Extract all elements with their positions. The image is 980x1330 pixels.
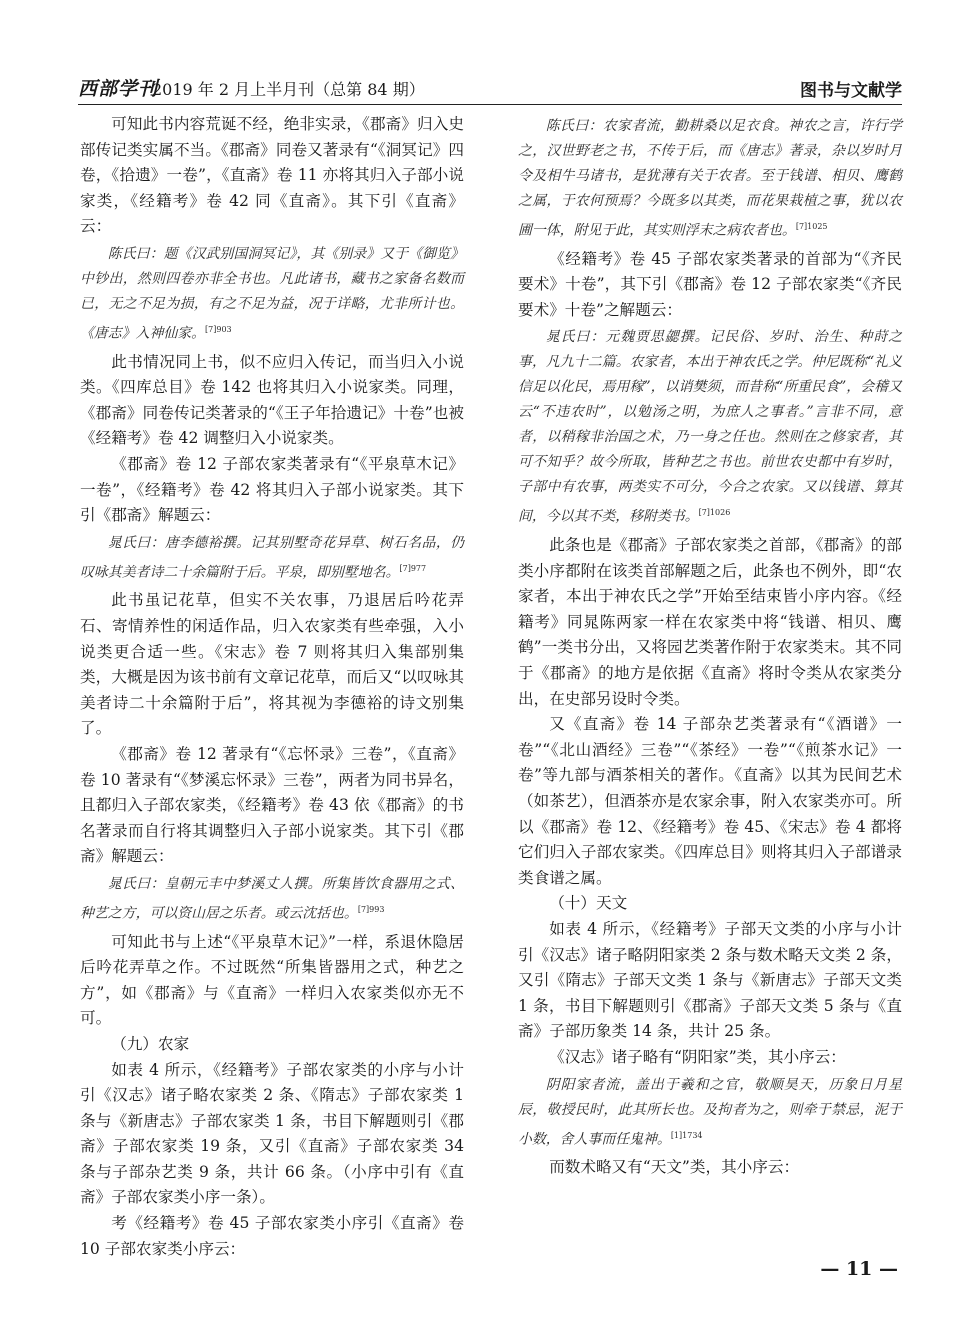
quotation-text: 陈氏曰：题《汉武别国洞冥记》，其《别录》又于《御览》中钞出，然则四卷亦非全书也。凡此诸书，藏书之家备名数而已，无之不足为损，有之不足为益，况于详略，尤非所计也。《唐志》入神仙家。 bbox=[80, 245, 464, 342]
journal-logo: 西部学刊 bbox=[78, 78, 159, 100]
page-header bbox=[78, 72, 902, 102]
header-rule bbox=[78, 104, 902, 105]
right-column bbox=[518, 112, 902, 1181]
section-name: 图书与文献学 bbox=[800, 81, 902, 101]
quotation-text: 晁氏曰：皇朝元丰中梦溪丈人撰。所集皆饮食器用之式、种艺之方，可以资山居之乐者。或云沈括也。 bbox=[80, 875, 464, 922]
paragraph-text: 可知此书与上述“《平泉草木记》”一样，系退休隐居后吟花弄草之作。不过既然“所集皆器用之式，种艺之方”，如《郡斋》与《直斋》一样归入农家类似亦无不可。 bbox=[80, 932, 464, 1028]
paragraph bbox=[518, 712, 902, 891]
citation-ref: [1]1734 bbox=[670, 1130, 703, 1140]
left-column bbox=[80, 112, 464, 1262]
paragraph-text: 如表 4 所示，《经籍考》子部农家类的小序与小计引《汉志》诸子略农家类 2 条、《隋志》子部农家类 1 条与《新唐志》子部农家类 1 条，书目下解题则引《郡斋》子部农家类 19 条，又引《直斋》子部农家类 34 条与子部杂艺类 9 条，共计 66 条。（小序中引有《直斋》子部农家类小序一条）。 bbox=[80, 1060, 464, 1207]
paragraph bbox=[80, 588, 464, 742]
paragraph-text: 又《直斋》卷 14 子部杂艺类著录有“《酒谱》一卷”“《北山酒经》三卷”“《茶经》一卷”“《煎茶水记》一卷”等九部与酒茶相关的著作。《直斋》以其为民间艺术（如茶艺），但酒茶亦是农家余事，附入农家类亦可。所以《郡斋》卷 12、《经籍考》卷 45、《宋志》卷 4 都将它们归入子部农家类。《四库总目》则将其归入子部谱录类食谱之属。 bbox=[518, 715, 902, 887]
quotation bbox=[80, 242, 464, 347]
paragraph-text: 《汉志》诸子略有“阴阳家”类，其小序云： bbox=[549, 1047, 846, 1066]
quotation-text: 阴阳家者流，盖出于羲和之官，敬顺昊天，历象日月星辰，敬授民时，此其所长也。及拘者为之，则牵于禁忌，泥于小数，舍人事而任鬼神。 bbox=[518, 1076, 902, 1148]
paragraph-text: 此条也是《郡斋》子部农家类之首部，《郡斋》的部类小序都附在该类首部解题之后，此条也不例外，即“农家者，本出于神农氏之学”开始至结束皆小序内容。《经籍考》同晁陈两家一样在农家类中将“钱谱、相贝、鹰鹤”一类书分出，又将园艺类著作附于农家类末。其不同于《郡斋》的地方是依据《直斋》将时令类从农家类分出，在史部另设时令类。 bbox=[518, 536, 902, 708]
paragraph bbox=[80, 742, 464, 870]
issue-info: 2019 年 2 月上半月刊（总第 84 期） bbox=[152, 80, 425, 99]
paragraph bbox=[518, 917, 902, 1045]
paragraph bbox=[80, 452, 464, 529]
section-heading bbox=[518, 891, 902, 917]
paragraph bbox=[518, 247, 902, 324]
section-heading-text: （十）天文 bbox=[549, 894, 628, 913]
paragraph bbox=[518, 533, 902, 712]
paragraph bbox=[80, 350, 464, 452]
paragraph-text: 如表 4 所示，《经籍考》子部天文类的小序与小计引《汉志》诸子略阴阳家类 2 条与数术略天文类 2 条，又引《隋志》子部天文类 1 条与《新唐志》子部天文类 1 条，书目下解题则引《郡斋》子部天文类 5 条与《直斋》子部历象类 14 条，共计 25 条。 bbox=[518, 919, 902, 1041]
quotation-text: 晁氏曰：唐李德裕撰。记其别墅奇花异草、树石名品，仍叹咏其美者诗二十余篇附于后。平泉，即别墅地名。 bbox=[80, 534, 464, 581]
section-heading bbox=[80, 1032, 464, 1058]
citation-ref: [7]903 bbox=[205, 324, 232, 334]
paragraph-text: 考《经籍考》卷 45 子部农家类小序引《直斋》卷 10 子部农家类小序云： bbox=[80, 1214, 464, 1258]
paragraph bbox=[518, 1045, 902, 1071]
paragraph-text: 而数术略又有“天文”类，其小序云： bbox=[549, 1158, 800, 1177]
quotation bbox=[518, 325, 902, 530]
quotation bbox=[518, 1073, 902, 1153]
paragraph-text: 可知此书内容荒诞不经，绝非实录，《郡斋》归入史部传记类实属不当。《郡斋》同卷又著录有“《洞冥记》四卷，《拾遗》一卷”，《直斋》卷 11 亦将其归入子部小说家类，《经籍考》卷 42 同《直斋》。其下引《直斋》云： bbox=[80, 115, 464, 236]
paragraph bbox=[80, 930, 464, 1032]
citation-ref: [7]1026 bbox=[698, 508, 731, 518]
paragraph bbox=[80, 112, 464, 240]
paragraph bbox=[518, 1155, 902, 1181]
paragraph-text: 《经籍考》卷 45 子部农家类著录的首部为“《齐民要术》十卷”，其下引《郡斋》卷 12 子部农家类“《齐民要术》十卷”之解题云： bbox=[518, 249, 902, 319]
quotation bbox=[80, 531, 464, 586]
quotation-text: 晁氏曰：元魏贾思勰撰。记民俗、岁时、治生、种莳之事，凡九十二篇。农家者，本出于神农氏之学。仲尼既称“礼义信足以化民，焉用稼”，以诮樊须，而昔称“所重民食”，会稽又云“不违农时”，以勉汤之明，为庶人之事者。”言非不同，意者，以稍稼非治国之术，乃一身之任也。然则在之修家者，其可不知乎？故今所取，皆种艺之书也。前世农史都中有岁时，子部中有农事，两类实不可分，今合之农家。又以钱谱、算其间，今以其不类，移附类书。 bbox=[518, 329, 902, 526]
quotation bbox=[518, 114, 902, 244]
paragraph-text: 《郡斋》卷 12 子部农家类著录有“《平泉草木记》一卷”，《经籍考》卷 42 将其归入子部小说家类。其下引《郡斋》解题云： bbox=[80, 454, 464, 525]
quotation bbox=[80, 872, 464, 927]
paragraph-text: 此书虽记花草，但实不关农事，乃退居后吟花弄石、寄情养性的闲适作品，归入农家类有些牵强，入小说类更合适一些。《宋志》卷 7 则将其归入集部别集类，大概是因为该书前有文章记花草，而后又“以叹咏其美者诗二十余篇附于后”，将其视为李德裕的诗文别集了。 bbox=[80, 591, 464, 738]
citation-ref: [7]977 bbox=[399, 563, 427, 573]
page-number: — 11 — bbox=[820, 1258, 898, 1280]
citation-ref: [7]1025 bbox=[795, 222, 828, 231]
paragraph bbox=[80, 1058, 464, 1212]
paragraph-text: 此书情况同上书，似不应归入传记，而当归入小说类。《四库总目》卷 142 也将其归入小说家类。同理，《郡斋》同卷传记类著录的“《王子年拾遗记》十卷”也被《经籍考》卷 42 调整归入小说家类。 bbox=[80, 352, 464, 448]
paragraph bbox=[80, 1211, 464, 1262]
quotation-text: 陈氏曰：农家者流，勤耕桑以足衣食。神农之言，许行学之，汉世野老之书，不传于后，而《唐志》著录，杂以岁时月令及相牛马诸书，是犹薄有关于农者。至于钱谱、相贝、鹰鹤之属，于农何预焉？今既多以其类，而花果栽植之事，犹以农圃一体，附见于此，其实则浮末之病农者也。 bbox=[518, 118, 902, 239]
citation-ref: [7]993 bbox=[357, 904, 385, 914]
section-heading-text: （九）农家 bbox=[111, 1034, 190, 1053]
paragraph-text: 《郡斋》卷 12 著录有“《忘怀录》三卷”，《直斋》卷 10 著录有“《梦溪忘怀录》三卷”，两者为同书异名，且都归入子部农家类，《经籍考》卷 43 依《郡斋》的书名著录而自行将其调整归入子部小说家类。其下引《郡斋》解题云： bbox=[80, 744, 464, 866]
